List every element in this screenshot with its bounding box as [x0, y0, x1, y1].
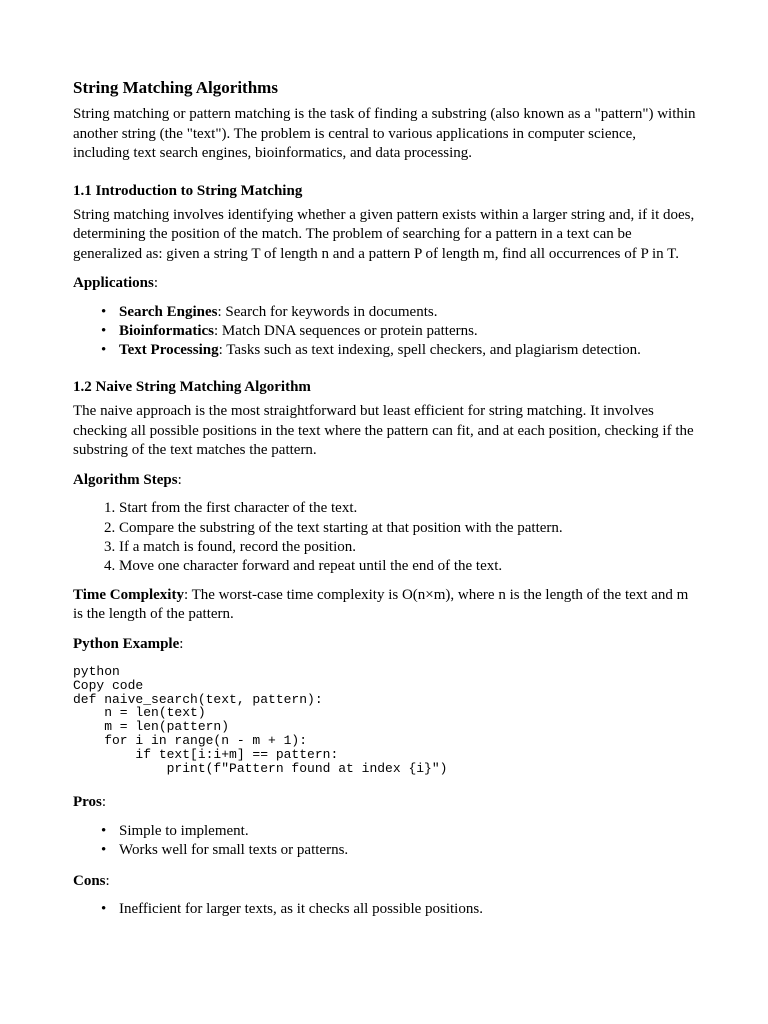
time-complexity-paragraph [73, 586, 696, 625]
example-label-line [73, 635, 696, 655]
algorithm-steps-list [73, 499, 696, 576]
application-term: Bioinformatics [119, 322, 214, 339]
document-title: String Matching Algorithms [73, 78, 278, 97]
list-item [101, 841, 696, 860]
list-item [101, 341, 696, 360]
list-item [101, 303, 696, 322]
applications-list [73, 303, 696, 361]
colon: : [153, 275, 159, 291]
colon: : [101, 794, 107, 811]
code-block: python Copy code def naive_search(text, pattern): n = len(text) m = len(pattern) for i in range(n - m + 1): if text[i:i+m] == pattern: print(f"Pattern found at index {i}") [73, 664, 448, 776]
colon: : [179, 635, 184, 652]
bullet: • [101, 842, 107, 859]
section-2-body: The naive approach is the most straightforward but least efficient for string matching. It involves checking all possible positions in the text where the pattern can fit, and at each position, checking if the substring of the text matches the pattern. [73, 403, 694, 459]
list-item: 2. Compare the substring of the text starting at that position with the pattern. [119, 519, 696, 538]
list-item: 4. Move one character forward and repeat until the end of the text. [119, 557, 696, 576]
pros-label: Pros [73, 794, 102, 811]
list-item [101, 822, 696, 841]
example-label: Python Example [73, 635, 180, 652]
section-1-body: String matching involves identifying whether a given pattern exists within a larger string and, if it does, determining the position of the match. The problem of searching for a pattern in a text can be generalized as: given a string T of length n and a pattern P of length m, find all occurrences of P in T. [73, 206, 695, 262]
section-1-heading: 1.1 Introduction to String Matching [73, 182, 303, 199]
list-item: 3. If a match is found, record the position. [119, 538, 696, 557]
pros-list [73, 822, 696, 861]
bullet: • [101, 342, 107, 359]
list-item [101, 322, 696, 341]
colon: : [177, 471, 182, 488]
applications-label: Applications [73, 275, 154, 291]
complexity-text: : The worst-case time complexity is O(n×m), where n is the length of the text and m is the length of the pattern. [73, 586, 689, 623]
con-text: Inefficient for larger texts, as it checks all possible positions. [119, 901, 483, 918]
list-item [101, 900, 696, 919]
bullet: • [101, 322, 107, 339]
application-desc: : Search for keywords in documents. [217, 303, 438, 320]
complexity-label: Time Complexity [73, 586, 184, 603]
pro-text: Simple to implement. [119, 822, 249, 839]
section-2-heading: 1.2 Naive String Matching Algorithm [73, 379, 311, 396]
cons-label: Cons [73, 872, 106, 889]
steps-label: Algorithm Steps [73, 471, 178, 488]
pros-label-line [73, 793, 696, 813]
bullet: • [101, 822, 107, 839]
application-term: Search Engines [119, 303, 218, 320]
applications-label-line [73, 274, 696, 294]
application-desc: : Match DNA sequences or protein patterns. [214, 322, 478, 339]
bullet: • [101, 901, 107, 918]
pro-text: Works well for small texts or patterns. [119, 842, 349, 859]
bullet: • [101, 303, 107, 320]
list-item: 1. Start from the first character of the text. [119, 499, 696, 518]
application-term: Text Processing [119, 342, 219, 359]
application-desc: : Tasks such as text indexing, spell checkers, and plagiarism detection. [218, 342, 641, 359]
cons-list [73, 900, 696, 919]
colon: : [105, 872, 110, 889]
steps-label-line [73, 471, 696, 491]
cons-label-line [73, 872, 696, 892]
intro-paragraph: String matching or pattern matching is the task of finding a substring (also known as a "pattern") within another string (the "text"). The problem is central to various applications in computer science, including text search engines, bioinformatics, and data processing. [73, 106, 696, 161]
